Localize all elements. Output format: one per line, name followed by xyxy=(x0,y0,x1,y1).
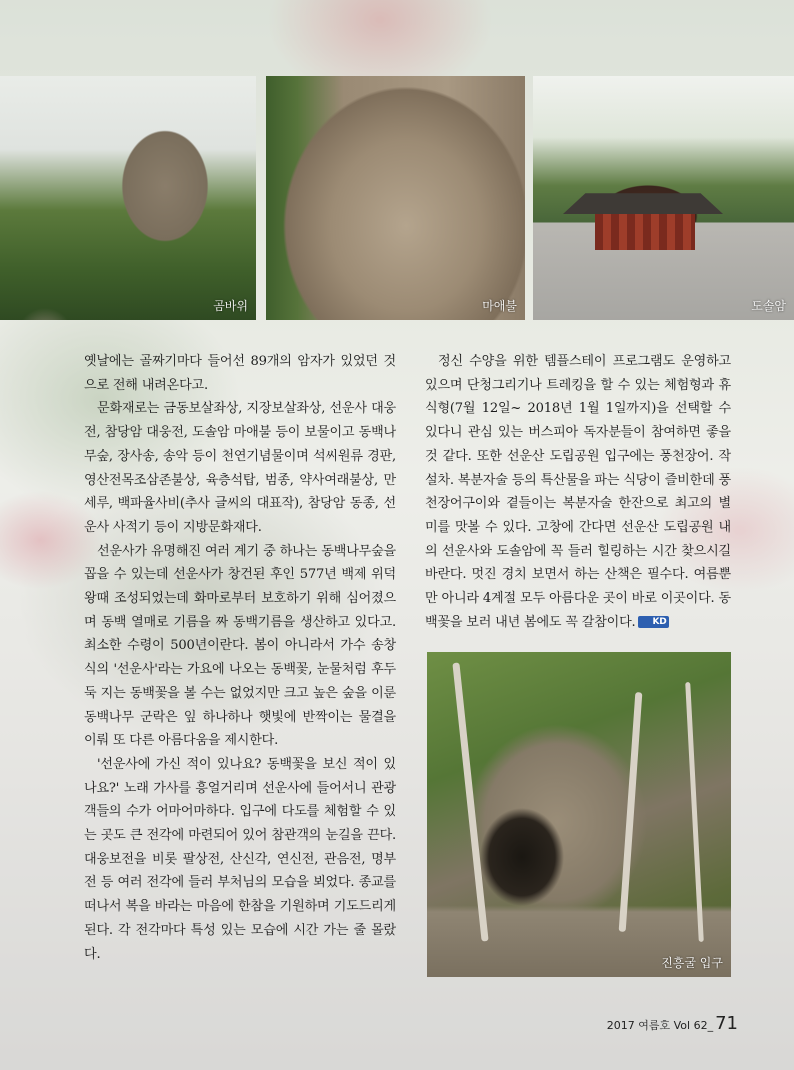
tree-trunk xyxy=(452,662,488,941)
tree-trunk xyxy=(685,682,704,942)
photo-maaebul xyxy=(266,76,525,320)
page-footer xyxy=(607,1013,738,1034)
paragraph-text: 정신 수양을 위한 템플스테이 프로그램도 운영하고 있으며 단청그리기나 트레킹을 할 수 있는 체험형과 휴식형(7월 12일~ 2018년 1월 1일까지)을 선택할 수 있다니 관심 있는 버스피아 독자분들이 참여하면 좋을 것 같다. 또한 선운산 도립공원 입구에는 풍천장어. 작설차. 복분자술 등의 특산물을 파는 식당이 즐비한데 풍천장어구이와 곁들이는 복분자술 한잔으로 최고의 별미를 맛볼 수 있다. 고창에 간다면 선운산 도립공원 내의 선운사와 도솔암에 꼭 들러 힐링하는 시간 찾으시길 바란다. 멋진 경치 보면서 하는 산책은 필수다. 여름뿐만 아니라 4계절 모두 아름다운 곳이 바로 이곳이다. 동백꽃을 보러 내년 봄에도 꼭 갈참이다. xyxy=(425,354,731,630)
tree-trunk xyxy=(619,692,643,932)
right-column xyxy=(425,350,731,634)
photo-caption: 곰바위 xyxy=(213,299,248,313)
end-mark-icon: KD xyxy=(638,616,669,628)
photo-dosolam xyxy=(533,76,794,320)
page-number: 71 xyxy=(715,1013,738,1034)
paragraph: '선운사에 가신 적이 있나요? 동백꽃을 보신 적이 있나요?' 노래 가사를 흥얼거리며 선운사에 들어서니 관광객들의 수가 어마어마하다. 입구에 다도를 체험할 수 있는 곳도 큰 전각에 마련되어 있어 참관객의 눈길을 끈다. 대웅보전을 비롯 팔상전, 산신각, 연신전, 관음전, 명부전 등 여러 전각에 들러 부처님의 모습을 뵈었다. 종교를 떠나서 복을 바라는 마음에 한참을 기원하며 기도드리게 된다. 각 전각마다 특성 있는 모습에 시간 가는 줄 몰랐다. xyxy=(84,756,396,962)
paragraph: 문화재로는 금동보살좌상, 지장보살좌상, 선운사 대웅전, 참당암 대웅전, 도솔암 마애불 등이 보물이고 동백나무숲, 장사송, 송악 등이 천연기념물이며 석씨원류 경판, 영산전목조삼존불상, 육층석탑, 범종, 약사여래불상, 만세루, 백파율사비(추사 글씨의 대표작), 참당암 동종, 선운사 사적기 등이 지방문화재다. xyxy=(84,401,396,535)
left-column xyxy=(84,350,396,966)
paragraph xyxy=(425,350,731,634)
photo-caption: 진흥굴 입구 xyxy=(661,956,723,970)
paragraph: 선운사가 유명해진 여러 계기 중 하나는 동백나무숲을 꼽을 수 있는데 선운사가 창건된 후인 577년 백제 위덕왕때 조성되었는데 화마로부터 보호하기 위해 심어졌으며 동백 열매로 기름을 짜 동백기름을 생산하고 있다고. 최소한 수령이 500년이란다. 봄이 아니라서 가수 송창식의 '선운사'라는 가요에 나오는 동백꽃, 눈물처럼 후두둑 지는 동백꽃을 볼 수는 없었지만 크고 높은 숲을 이룬 동백나무 군락은 잎 하나하나 햇빛에 반짝이는 물결을 이뤄 또 다른 아름다움을 제시한다. xyxy=(84,543,396,749)
photo-caption: 마애불 xyxy=(482,299,517,313)
photo-caption: 도솔암 xyxy=(751,299,786,313)
photo-gombawi xyxy=(0,76,256,320)
photo-jinheunggul xyxy=(427,652,731,977)
temple-hall xyxy=(595,214,695,250)
paragraph: 옛날에는 골짜기마다 들어선 89개의 암자가 있었던 것으로 전해 내려온다고. xyxy=(84,354,396,393)
temple-roof xyxy=(563,188,723,214)
issue-label: 2017 여름호 Vol 62_ xyxy=(606,1019,714,1032)
